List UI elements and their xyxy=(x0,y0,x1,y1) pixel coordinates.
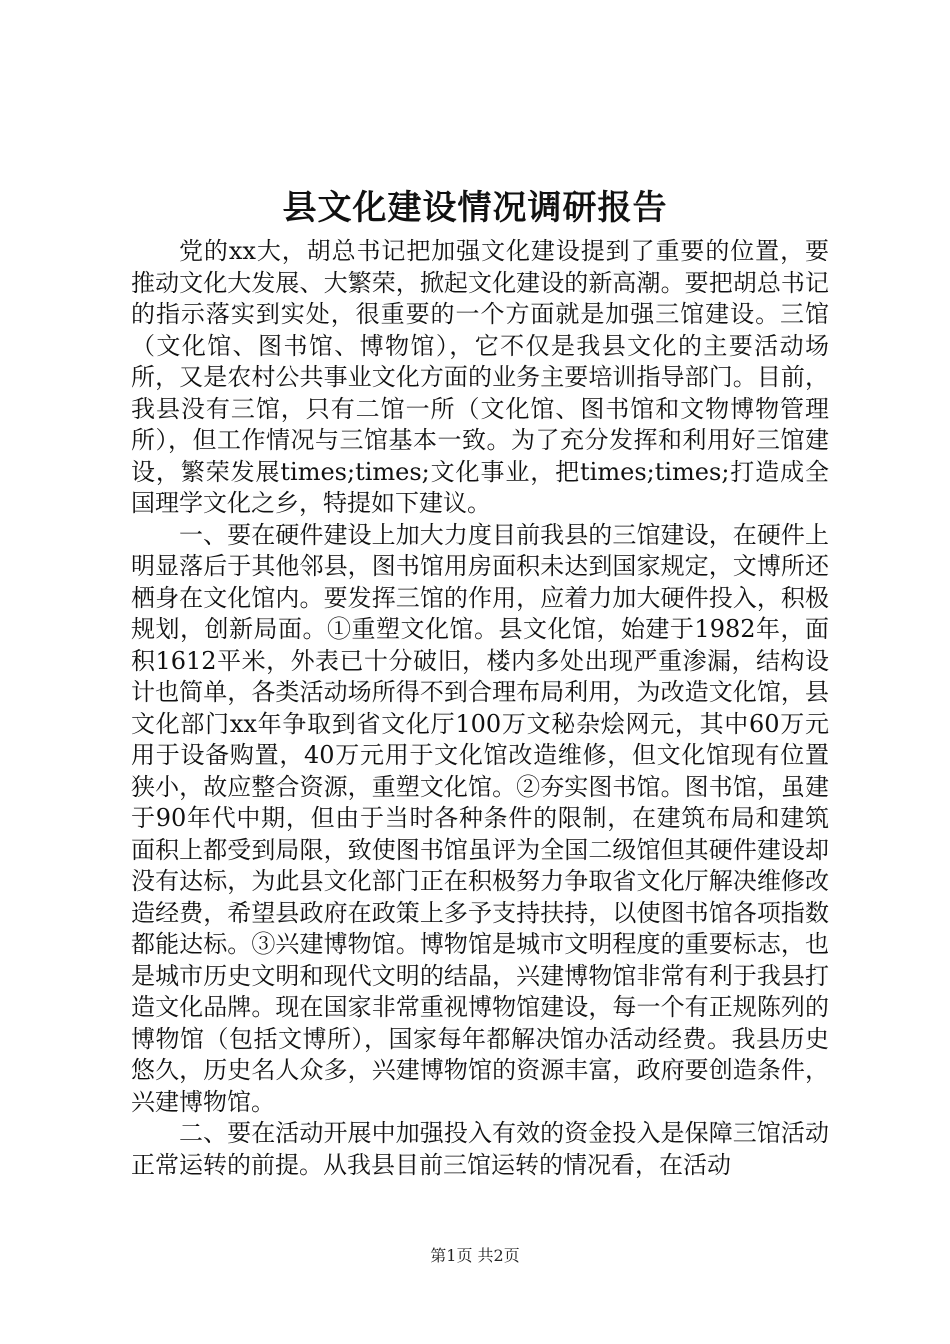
document-body xyxy=(131,236,829,1181)
paragraph-intro: 党的xx大，胡总书记把加强文化建设提到了重要的位置，要推动文化大发展、大繁荣，掀起文化建设的新高潮。要把胡总书记的指示落实到实处，很重要的一个方面就是加强三馆建设。三馆（文化馆、图书馆、博物馆），它不仅是我县文化的主要活动场所，又是农村公共事业文化方面的业务主要培训指导部门。目前，我县没有三馆，只有二馆一所（文化馆、图书馆和文物博物管理所），但工作情况与三馆基本一致。为了充分发挥和利用好三馆建设，繁荣发展times;times;文化事业，把times;times;打造成全国理学文化之乡，特提如下建议。 xyxy=(131,237,829,517)
paragraph-activities: 二、要在活动开展中加强投入有效的资金投入是保障三馆活动正常运转的前提。从我县目前三馆运转的情况看，在活动 xyxy=(131,1119,829,1179)
page-number-footer: 第1页 共2页 xyxy=(430,1246,520,1265)
document-title: 县文化建设情况调研报告 xyxy=(282,188,668,228)
paragraph-hardware: 一、要在硬件建设上加大力度目前我县的三馆建设，在硬件上明显落后于其他邻县，图书馆用房面积未达到国家规定，文博所还栖身在文化馆内。要发挥三馆的作用，应着力加大硬件投入，积极规划，创新局面。①重塑文化馆。县文化馆，始建于1982年，面积1612平米，外表已十分破旧，楼内多处出现严重渗漏，结构设计也简单，各类活动场所得不到合理布局利用，为改造文化馆，县文化部门xx年争取到省文化厅100万文秘杂烩网元，其中60万元用于设备购置，40万元用于文化馆改造维修，但文化馆现有位置狭小，故应整合资源，重塑文化馆。②夯实图书馆。图书馆，虽建于90年代中期，但由于当时各种条件的限制，在建筑布局和建筑面积上都受到局限，致使图书馆虽评为全国二级馆但其硬件建设却没有达标，为此县文化部门正在积极努力争取省文化厅解决维修改造经费，希望县政府在政策上多予支持扶持，以使图书馆各项指数都能达标。③兴建博物馆。博物馆是城市文明程度的重要标志，也是城市历史文明和现代文明的结晶，兴建博物馆非常有利于我县打造文化品牌。现在国家非常重视博物馆建设，每一个有正规陈列的博物馆（包括文博所），国家每年都解决馆办活动经费。我县历史悠久，历史名人众多，兴建博物馆的资源丰富，政府要创造条件，兴建博物馆。 xyxy=(131,520,829,1116)
